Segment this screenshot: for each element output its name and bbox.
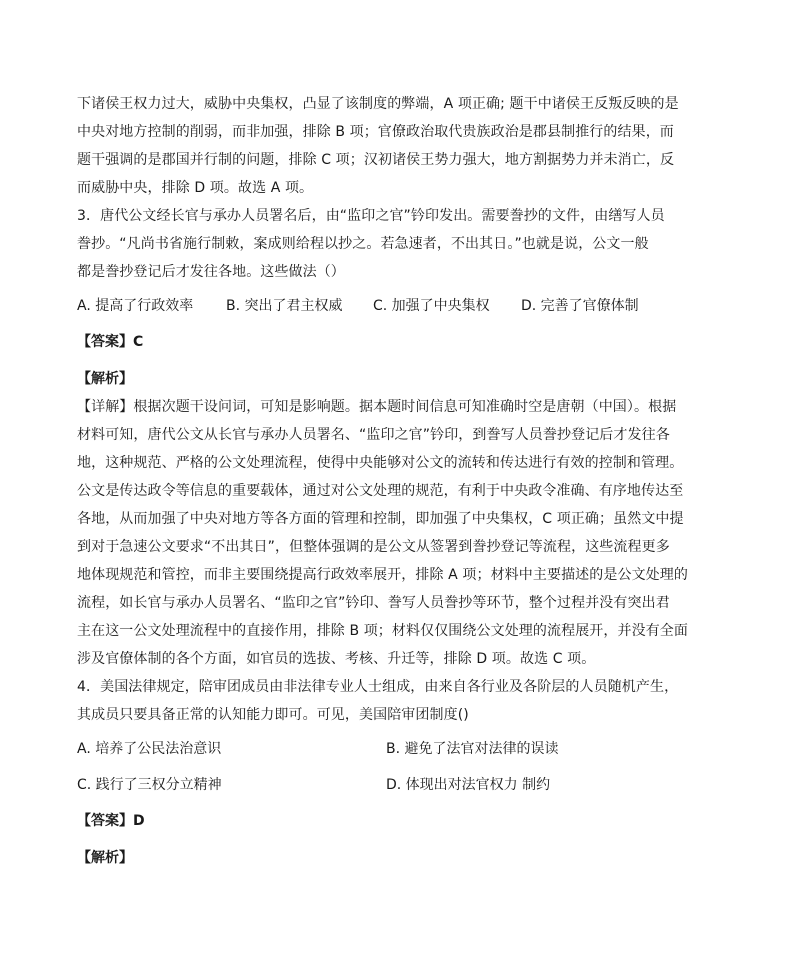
q3-option-b: B. 突出了君主权威 [226,298,343,314]
q4-option-d: D. 体现出对法官权力 制约 [386,777,551,793]
q4-analysis-heading: 【解析】 [77,850,133,866]
q4-option-c: C. 践行了三权分立精神 [77,777,222,793]
q3-option-c: C. 加强了中央集权 [373,298,490,314]
q4-option-a: A. 培养了公民法治意识 [77,741,222,757]
q4-answer: 【答案】D [77,813,145,829]
q3-analysis-line: 到对于急速公文要求“不出其日”，但整体强调的是公文从签署到誊抄登记等流程，这些流程更多 [77,539,670,555]
q3-analysis-line: 各地，从而加强了中央对地方等各方面的管理和控制，即加强了中央集权，C 项正确；虽然文中提 [77,511,684,527]
q3-option-d: D. 完善了官僚体制 [521,298,639,314]
q3-stem-line: 誊抄。“凡尚书省施行制敕，案成则给程以抄之。若急速者，不出其日。”也就是说，公文一般 [77,236,649,252]
q4-stem-line: 4．美国法律规定，陪审团成员由非法律专业人士组成，由来自各行业及各阶层的人员随机产生， [77,679,679,695]
q2-analysis-line: 题干强调的是郡国并行制的问题，排除 C 项；汉初诸侯王势力强大，地方割据势力并未消亡，反 [77,152,675,168]
q3-stem-line: 3．唐代公文经长官与承办人员署名后，由“监印之官”钤印发出。需要誊抄的文件，由缮写人员 [77,208,665,224]
q3-analysis-line: 【详解】根据次题干设问词，可知是影响题。据本题时间信息可知准确时空是唐朝（中国）。根据 [77,399,677,415]
q3-answer: 【答案】C [77,334,144,350]
q2-analysis-line: 中央对地方控制的削弱，而非加强，排除 B 项；官僚政治取代贵族政治是郡县制推行的结果，而 [77,124,674,140]
q3-analysis-line: 材料可知，唐代公文从长官与承办人员署名、“监印之官”钤印，到誊写人员誊抄登记后才发往各 [77,427,670,443]
q3-analysis-line: 地体现规范和管控，而非主要围绕提高行政效率展开，排除 A 项；材料中主要描述的是公文处理的 [77,567,688,583]
q3-analysis-line: 公文是传达政令等信息的重要载体，通过对公文处理的规范，有利于中央政令准确、有序地传达至 [77,483,684,499]
q2-analysis-line: 下诸侯王权力过大，威胁中央集权，凸显了该制度的弊端，A 项正确; 题干中诸侯王反叛反映的是 [77,96,679,112]
q3-analysis-line: 流程，如长官与承办人员署名、“监印之官”钤印、誊写人员誊抄等环节，整个过程并没有突出君 [77,595,670,611]
q3-option-a: A. 提高了行政效率 [77,298,194,314]
q3-analysis-line: 地，这种规范、严格的公文处理流程，使得中央能够对公文的流转和传达进行有效的控制和管理。 [77,455,684,471]
q4-stem-line: 其成员只要具备正常的认知能力即可。可见，美国陪审团制度() [77,707,469,723]
q2-analysis-line: 而威胁中央，排除 D 项。故选 A 项。 [77,180,314,196]
q3-analysis-line: 涉及官僚体制的各个方面，如官员的选拔、考核、升迁等，排除 D 项。故选 C 项。 [77,651,596,667]
q4-option-b: B. 避免了法官对法律的误读 [386,741,559,757]
q3-analysis-line: 主在这一公文处理流程中的直接作用，排除 B 项；材料仅仅围绕公文处理的流程展开，并没有全面 [77,623,689,639]
q3-analysis-heading: 【解析】 [77,371,133,387]
q3-stem-line: 都是誊抄登记后才发往各地。这些做法（） [77,264,345,280]
